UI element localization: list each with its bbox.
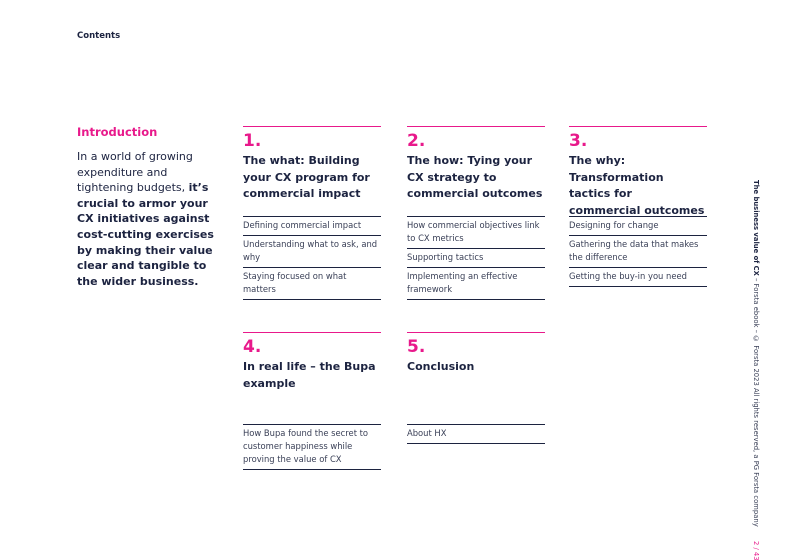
section-title[interactable]: Conclusion	[407, 360, 475, 373]
section-number: 1.	[243, 131, 262, 151]
introduction-title[interactable]: Introduction	[77, 125, 158, 139]
section-divider	[243, 332, 381, 333]
section-title[interactable]: The why: Transformation tactics for commercial outcomes	[569, 154, 705, 217]
intro-text-bold: it’s crucial to armor your CX initiatives against cost-cutting exercises by making their value clear and tangible to the wider business.	[77, 181, 214, 288]
section-link[interactable]: Getting the buy-in you need	[569, 268, 707, 287]
section-divider	[407, 332, 545, 333]
section-4	[243, 332, 381, 464]
intro-text-plain: In a world of growing expenditure and tightening budgets,	[77, 150, 193, 195]
section-5	[407, 332, 545, 438]
section-2	[407, 126, 545, 294]
section-link[interactable]: Gathering the data that makes the difference	[569, 236, 707, 268]
section-links	[407, 424, 545, 444]
section-links	[569, 216, 707, 287]
copyright-text: – Forsta ebook – © Forsta 2023 All rights reserved, a PG Forsta company	[752, 275, 760, 527]
section-number: 5.	[407, 337, 426, 357]
section-links	[407, 216, 545, 300]
section-number: 3.	[569, 131, 588, 151]
section-links	[243, 424, 381, 470]
section-divider	[243, 126, 381, 127]
section-number: 4.	[243, 337, 262, 357]
section-link[interactable]: About HX	[407, 425, 545, 444]
page-footer-vertical	[752, 180, 760, 560]
section-title[interactable]: In real life – the Bupa example	[243, 360, 376, 390]
section-1	[243, 126, 381, 294]
section-title[interactable]: The what: Building your CX program for commercial impact	[243, 154, 370, 200]
introduction-block	[77, 125, 227, 289]
document-title: The business value of CX	[752, 180, 760, 276]
section-link[interactable]: Defining commercial impact	[243, 217, 381, 236]
section-links	[243, 216, 381, 300]
section-link[interactable]: Implementing an effective framework	[407, 268, 545, 300]
section-link[interactable]: Staying focused on what matters	[243, 268, 381, 300]
section-link[interactable]: Supporting tactics	[407, 249, 545, 268]
page-number: 2 / 43	[752, 540, 760, 560]
section-3	[569, 126, 707, 281]
section-link[interactable]: How Bupa found the secret to customer happiness while proving the value of CX	[243, 425, 381, 470]
introduction-text	[77, 149, 227, 289]
section-divider	[407, 126, 545, 127]
section-number: 2.	[407, 131, 426, 151]
section-link[interactable]: Understanding what to ask, and why	[243, 236, 381, 268]
contents-link[interactable]: Contents	[77, 31, 121, 41]
section-title[interactable]: The how: Tying your CX strategy to commercial outcomes	[407, 154, 543, 200]
section-link[interactable]: Designing for change	[569, 217, 707, 236]
section-divider	[569, 126, 707, 127]
section-link[interactable]: How commercial objectives link to CX metrics	[407, 217, 545, 249]
